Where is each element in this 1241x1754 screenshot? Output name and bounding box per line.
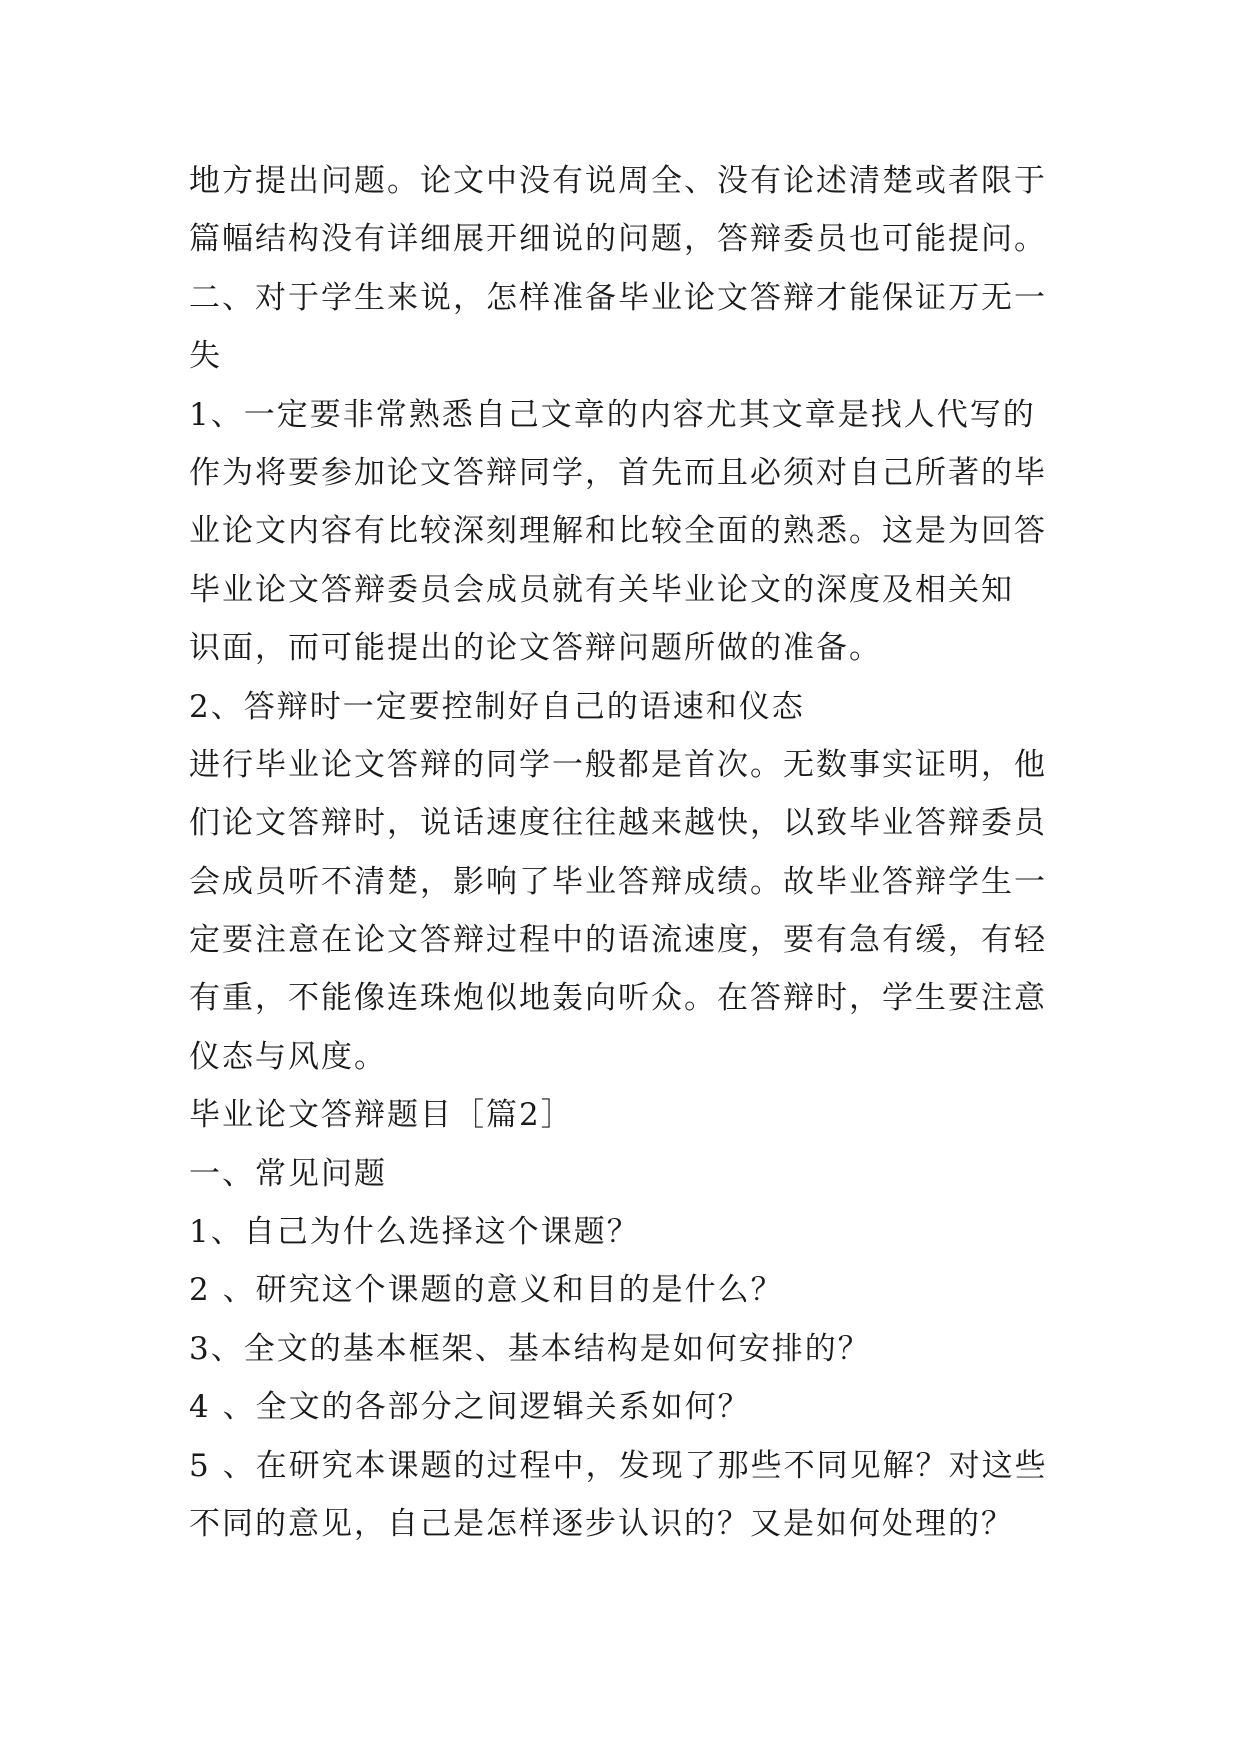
question-item: 2 、研究这个课题的意义和目的是什么？ bbox=[189, 1272, 784, 1309]
text-line: 会成员听不清楚，影响了毕业答辩成绩。故毕业答辩学生一 bbox=[189, 863, 1047, 900]
section-heading-continued: 失 bbox=[189, 338, 222, 375]
text-line: 业论文内容有比较深刻理解和比较全面的熟悉。这是为回答 bbox=[189, 513, 1047, 550]
text-line: 们论文答辩时，说话速度往往越来越快，以致毕业答辩委员 bbox=[189, 805, 1047, 842]
text-line: 进行毕业论文答辩的同学一般都是首次。无数事实证明，他 bbox=[189, 746, 1047, 783]
text-line: 毕业论文答辩委员会成员就有关毕业论文的深度及相关知 bbox=[189, 571, 1014, 608]
question-item: 4 、全文的各部分之间逻辑关系如何？ bbox=[189, 1389, 751, 1426]
text-line: 有重，不能像连珠炮似地轰向听众。在答辩时，学生要注意 bbox=[189, 980, 1047, 1017]
article-title: 毕业论文答辩题目［篇2］ bbox=[189, 1097, 574, 1134]
section-heading: 二、对于学生来说，怎样准备毕业论文答辩才能保证万无一 bbox=[189, 279, 1047, 316]
text-line: 识面，而可能提出的论文答辩问题所做的准备。 bbox=[189, 630, 882, 667]
question-item: 1、自己为什么选择这个课题？ bbox=[189, 1214, 640, 1251]
question-item-continued: 不同的意见，自己是怎样逐步认识的？又是如何处理的？ bbox=[189, 1505, 1014, 1542]
document-body bbox=[189, 152, 1069, 1553]
question-item: 5 、在研究本课题的过程中，发现了那些不同见解？对这些 bbox=[189, 1447, 1048, 1484]
question-item: 3、全文的基本框架、基本结构是如何安排的？ bbox=[189, 1330, 871, 1367]
text-line: 篇幅结构没有详细展开细说的问题，答辩委员也可能提问。 bbox=[189, 221, 1047, 258]
section-heading: 一、常见问题 bbox=[189, 1155, 387, 1192]
subheading: 2、答辩时一定要控制好自己的语速和仪态 bbox=[189, 688, 805, 725]
text-line: 仪态与风度。 bbox=[189, 1038, 387, 1075]
text-line: 定要注意在论文答辩过程中的语流速度，要有急有缓，有轻 bbox=[189, 922, 1047, 959]
text-line: 地方提出问题。论文中没有说周全、没有论述清楚或者限于 bbox=[189, 163, 1047, 199]
text-line: 作为将要参加论文答辩同学，首先而且必须对自己所著的毕 bbox=[189, 454, 1047, 491]
subheading: 1、一定要非常熟悉自己文章的内容尤其文章是找人代写的 bbox=[189, 396, 1036, 433]
